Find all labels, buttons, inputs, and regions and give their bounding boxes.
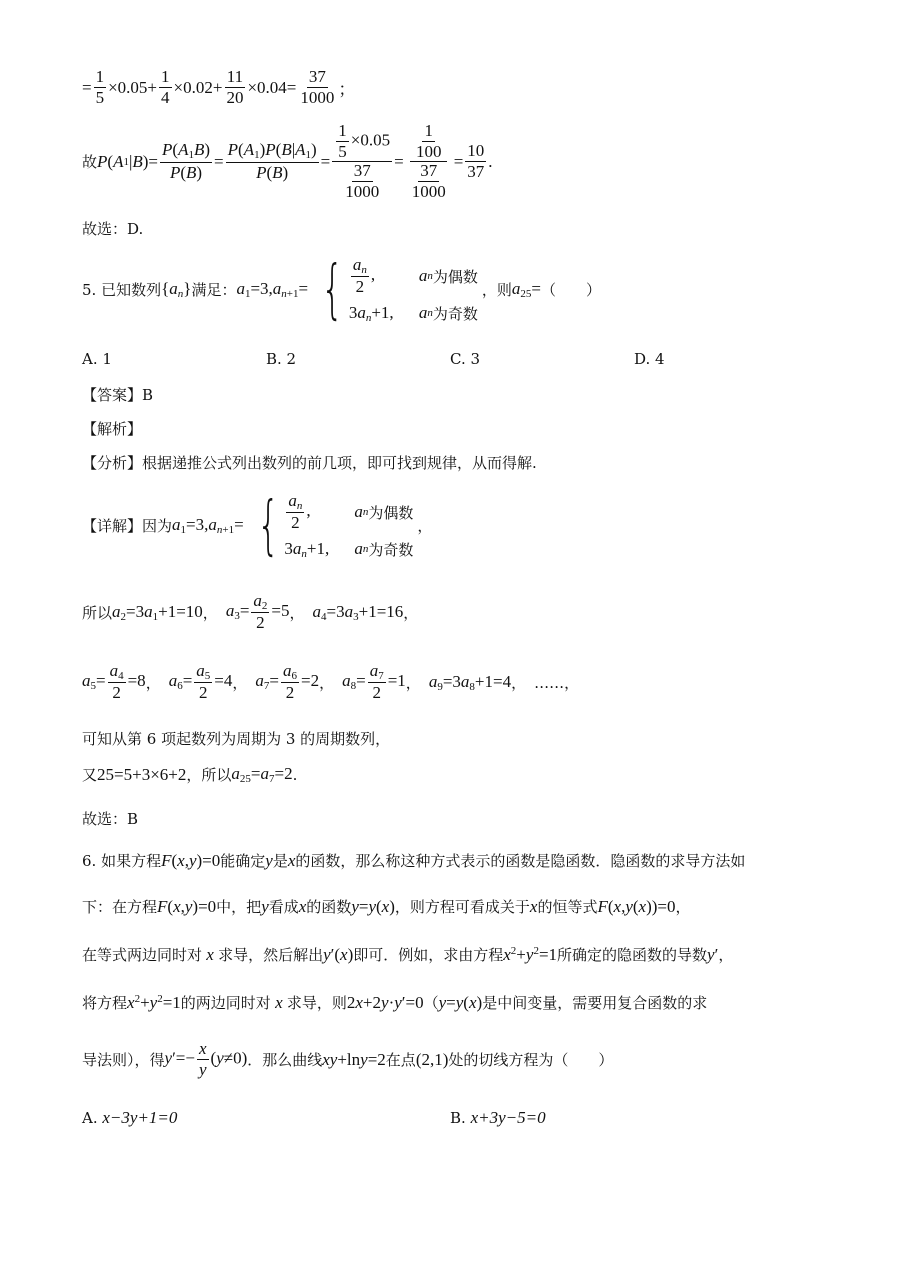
q5-terms-1: 所以 $a_2=3a_1+1=10$ ， $a_3=$ $\frac{a_2}{2}$ =5 ， $a_4=3a_3+1=16$ ， <box>82 591 419 633</box>
punct: ， <box>417 517 433 536</box>
term: ×0.05+ <box>108 77 158 97</box>
option-a: A. 1 <box>82 350 112 368</box>
option-b: B. x+3y−5=0 <box>450 1108 546 1127</box>
option-b: B. 2 <box>266 350 297 368</box>
q6-options <box>82 1108 546 1128</box>
blank: （ ） <box>540 281 601 300</box>
option-d: D. 4 <box>634 350 665 368</box>
q5-choice: 故选：B <box>82 810 139 828</box>
text: 【详解】因为 <box>82 517 173 536</box>
q4-choice: 故选：D. <box>82 220 144 238</box>
q6-line-3: 在等式两边同时对 x 求导，然后解出 y′(x) 即可．例如，求由方程 $x^2+y^2=1$ 所确定的隐函数的导数 y′ ， <box>82 944 734 964</box>
q6-line-2: 下：在方程 F(x,y)=0 中，把 y 看成 x 的函数 y=y(x) ，则方程可看成关于 x 的恒等式 F(x,y(x))=0 ， <box>82 896 691 916</box>
q5-final: 又 25=5+3×6+2 ，所以 $a_{25}=a_7=2$ . <box>82 764 298 785</box>
q5-options <box>82 350 818 368</box>
bayes-line: 故 P ( A 1 | B )= $\frac{P(A_1B)}{P(B)}$ = $\frac{P(A_1)P(B|A_1)}{P(B)}$ = $\frac{1}{5}$ ×0.05 $\frac{37}{1000}$ = $\frac{\frac{1}{100}}{\frac{37}{1000}}$ = $\frac{10}{37}$ . <box>82 121 493 201</box>
q5-conclusion: 可知从第 6 项起数列为周期为 3 的周期数列， <box>82 730 391 748</box>
prob-total-line <box>82 68 355 107</box>
punct: . <box>488 151 493 171</box>
option-c: C. 3 <box>450 350 481 368</box>
q5-analysis: 【分析】根据递推公式列出数列的前几项，即可找到规律，从而得解. <box>82 454 537 472</box>
q6-line-1: 6. 如果方程 F(x,y)=0 能确定 y 是 x 的函数，那么称这种方式表示的函数是隐函数．隐函数的求导方法如 <box>82 850 746 870</box>
text: ，则 <box>481 281 512 300</box>
fraction: $\frac{11}{20}$ <box>226 67 244 107</box>
option-a: A. x−3y+1=0 <box>82 1108 178 1127</box>
text: 所以 <box>82 603 113 622</box>
ellipsis: ……， <box>534 673 580 692</box>
q5-stem: 5. 已知数列 $\{a_n\}$ 满足： $a_1=3,a_{n+1}=$ { $\frac{a_n}{2}$ , a n 为偶数 $3a_n+1$, a n 为奇数 ，则 $a_{25}=$ （ ） <box>82 252 601 327</box>
text: ，所以 <box>186 766 232 784</box>
text: 满足： <box>191 281 237 300</box>
text: 又 <box>82 766 98 784</box>
term: ×0.02+ <box>173 77 223 97</box>
fraction: $\frac{1}{5}$ <box>95 67 105 107</box>
piecewise: { $\frac{a_n}{2}$ , a n 为偶数 $3a_n+1$, a n 为奇数 <box>256 488 414 563</box>
q5-analysis-head: 【解析】 <box>82 420 143 438</box>
equals-sign: = <box>82 77 92 97</box>
fraction: $\frac{1}{4}$ <box>161 67 170 107</box>
fraction: $\frac{37}{1000}$ <box>300 67 335 107</box>
q5-detail: 【详解】因为 $a_1=3,a_{n+1}=$ { $\frac{a_n}{2}$ , a n 为偶数 $3a_n+1$, a n 为奇数 ， <box>82 488 433 563</box>
q6-line-4: 将方程 $x^2+y^2=1$ 的两边同时对 x 求导，则 2x+2y·y′=0 （ y=y(x) 是中间变量，需要用复合函数的求 <box>82 992 708 1012</box>
text: 5. 已知数列 <box>82 281 162 300</box>
q5-terms-2: $a_5=$ $\frac{a_4}{2}$ =8 ， $a_6=$ $\frac{a_5}{2}$ =4 ， $a_7=$ $\frac{a_6}{2}$ =2 ， $a_8=$ $\frac{a_7}{2}$ =1 ， $a_9=3a_8+1=4$ ， ……， <box>82 661 580 703</box>
text: 故 <box>82 155 98 172</box>
q5-answer: 【答案】B <box>82 386 154 404</box>
q6-line-5: 导法则），得 y′=− $\frac{x}{y}$ (y≠0) ．那么曲线 xy+lny=2 在点 (2,1) 处的切线方程为（ ） <box>82 1039 614 1079</box>
piecewise: { $\frac{a_n}{2}$ , a n 为偶数 $3a_n+1$, a n 为奇数 <box>321 252 478 327</box>
term: ×0.04= <box>247 77 297 97</box>
punct: ； <box>338 80 356 100</box>
